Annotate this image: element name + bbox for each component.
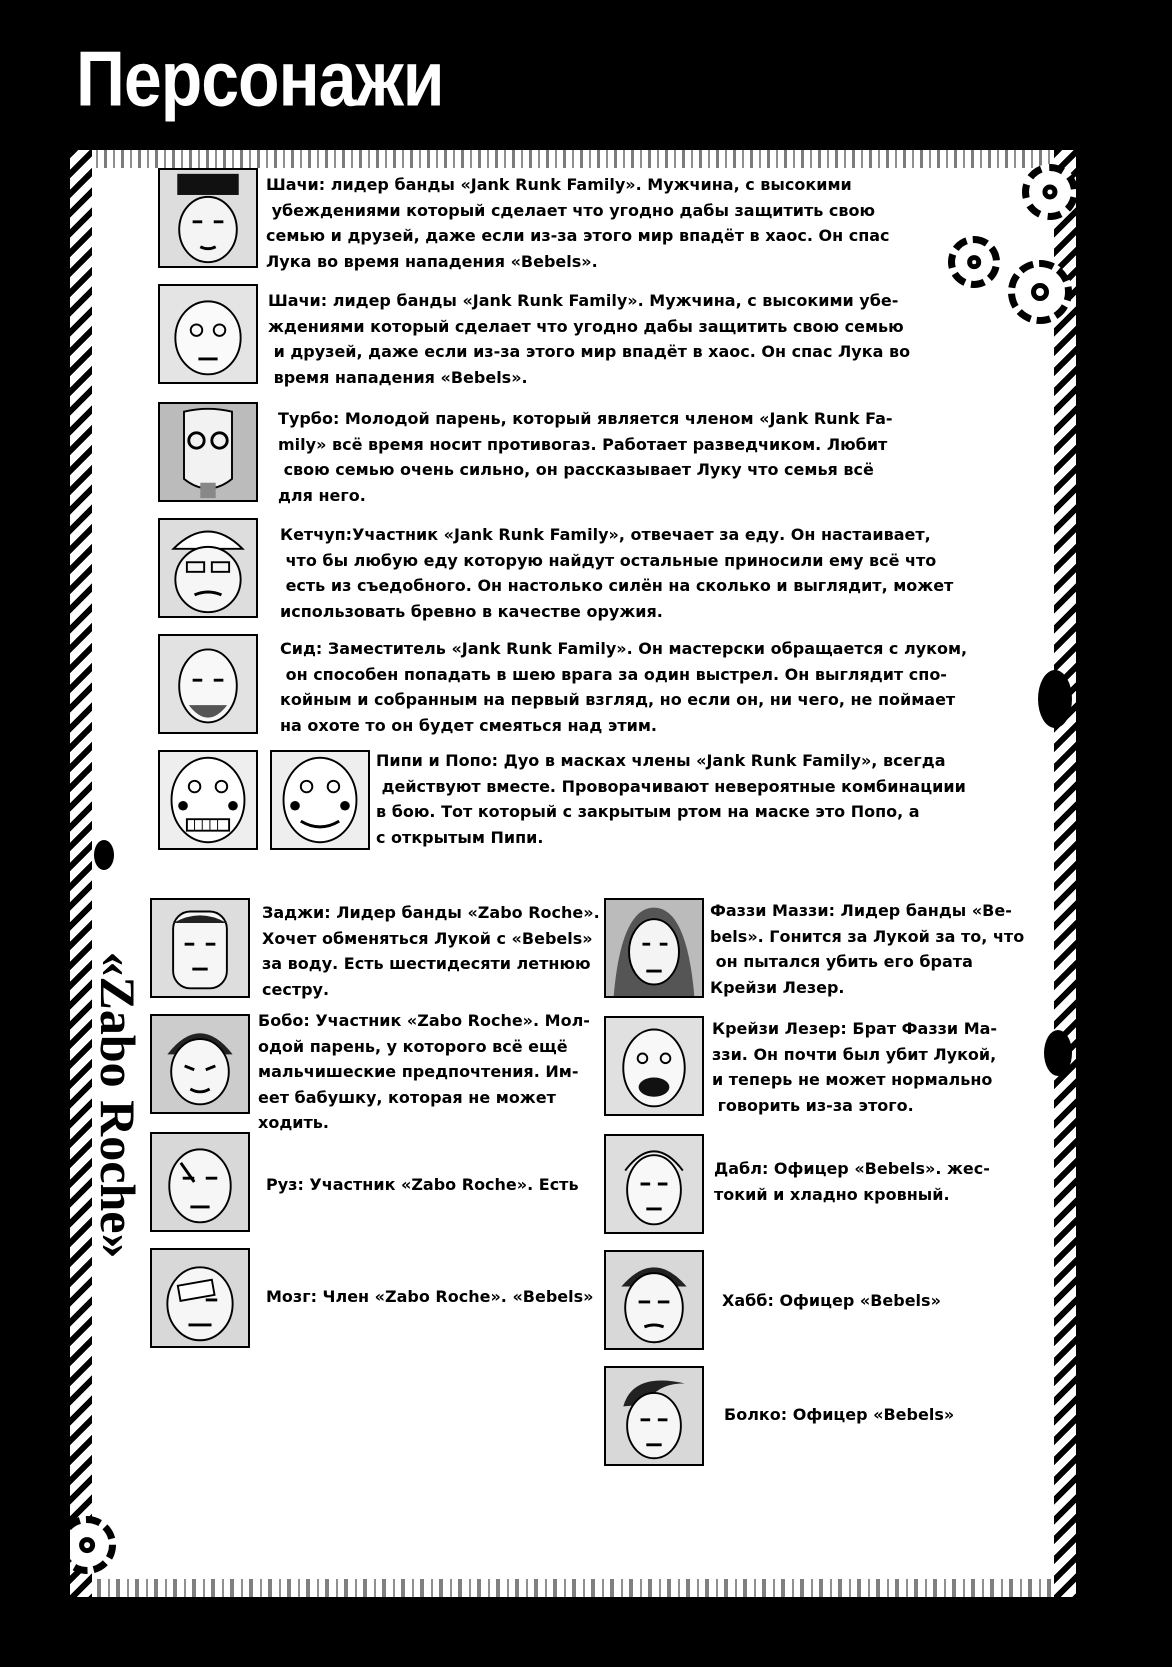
- character-description: Дабл: Офицер «Bebels». жес- токий и хладно кровный.: [714, 1159, 990, 1204]
- character-description: Хабб: Офицер «Bebels»: [722, 1291, 941, 1310]
- portrait-young-face-icon: [150, 1014, 250, 1114]
- character-list-panel: [70, 150, 1076, 1597]
- ink-splatter: [1038, 670, 1072, 728]
- portrait-clown-mask-icon: [270, 750, 370, 850]
- portrait-round-face-icon: [158, 284, 258, 384]
- section-label-zabo-roche: [88, 940, 148, 1270]
- ink-splatter: [94, 840, 114, 870]
- character-description: Кетчуп:Участник «Jank Runk Family», отвечает за еду. Он настаивает, что бы любую еду которую найдут остальные приносили ему всё что есть из съедобного. Он настолько силён на сколько и выглядит, может использовать бревно в качестве оружия.: [280, 525, 954, 621]
- portrait-gas-mask-icon: [158, 402, 258, 502]
- gear-icon: [70, 1516, 116, 1574]
- character-description: Бобо: Участник «Zabo Roche». Мол- одой парень, у которого всё ещё мальчишеские предпочтения. Им- eет бабушку, которая не может ходить.: [258, 1011, 590, 1132]
- character-description: Турбо: Молодой парень, который является членом «Jank Runk Fa- mily» всё время носит противогаз. Работает разведчиком. Любит свою семью очень сильно, он рассказывает Луку что семья всё для него.: [278, 409, 893, 505]
- character-description: Руз: Участник «Zabo Roche». Есть: [266, 1175, 579, 1194]
- grunge-border-top: [70, 150, 1076, 168]
- portrait-hat-face-icon: [158, 168, 258, 268]
- character-description: Фаззи Маззи: Лидер банды «Be- bels». Гонится за Лукой за то, что он пытался убить его брата Крейзи Лезер.: [710, 901, 1025, 997]
- portrait-calm-face-icon: [604, 1134, 704, 1234]
- portrait-clown-mask-icon: [158, 750, 258, 850]
- portrait-scarred-face-icon: [150, 1132, 250, 1232]
- portrait-slick-hair-face-icon: [604, 1366, 704, 1466]
- portrait-stern-face-icon: [604, 1250, 704, 1350]
- portrait-shouting-face-icon: [604, 1016, 704, 1116]
- ink-splatter: [1044, 1030, 1072, 1076]
- portrait-bandaged-face-icon: [150, 1248, 250, 1348]
- gear-icon: [948, 236, 1000, 288]
- gear-icon: [1008, 260, 1072, 324]
- grunge-border-bottom: [70, 1579, 1076, 1597]
- gear-icon: [1022, 164, 1076, 220]
- character-description: Сид: Заместитель «Jank Runk Family». Он мастерски обращается с луком, он способен попадать в шею врага за один выстрел. Он выглядит спо- койным и собранным на первый взгляд, но если он, ни чего, не поймает на охоте то он будет смеяться над этим.: [280, 639, 968, 735]
- portrait-bearded-face-icon: [158, 634, 258, 734]
- character-description: Заджи: Лидер банды «Zabo Roche». Хочет обменяться Лукой с «Bebels» за воду. Есть шестидесяти летнюю сестру.: [262, 903, 600, 999]
- striped-border-left: [70, 150, 92, 1597]
- portrait-glasses-face-icon: [158, 518, 258, 618]
- character-description: Болко: Офицер «Bebels»: [724, 1405, 955, 1424]
- portrait-long-hair-face-icon: [604, 898, 704, 998]
- striped-border-right: [1054, 150, 1076, 1597]
- character-description: Пипи и Попо: Дуо в масках члены «Jank Runk Family», всегда действуют вместе. Проворачивают невероятные комбинациии в бою. Тот который с закрытым ртом на маске это Попо, а с открытым Пипи.: [376, 751, 966, 847]
- page-title: Персонажи: [76, 35, 444, 123]
- character-description: Шачи: лидер банды «Jank Runk Family». Мужчина, с высокими убеждениями который сделает что угодно дабы защитить свою семью и друзей, даже если из-за этого мир впадёт в хаос. Он спас Лука во время нападения «Bebels».: [266, 175, 890, 271]
- section-label-text: «Zabo Roche»: [90, 951, 146, 1259]
- character-description: Мозг: Член «Zabo Roche». «Bebels»: [266, 1287, 594, 1306]
- portrait-buzzcut-face-icon: [150, 898, 250, 998]
- character-description: Шачи: лидер банды «Jank Runk Family». Мужчина, с высокими убе- ждениями который сделает что угодно дабы защитить свою семью и друзей, даже если из-за этого мир впадёт в хаос. Он спас Лука во время нападения «Bebels».: [268, 291, 911, 387]
- character-description: Крейзи Лезер: Брат Фаззи Ма- ззи. Он почти был убит Лукой, и теперь не может нормально говорить из-за этого.: [712, 1019, 998, 1115]
